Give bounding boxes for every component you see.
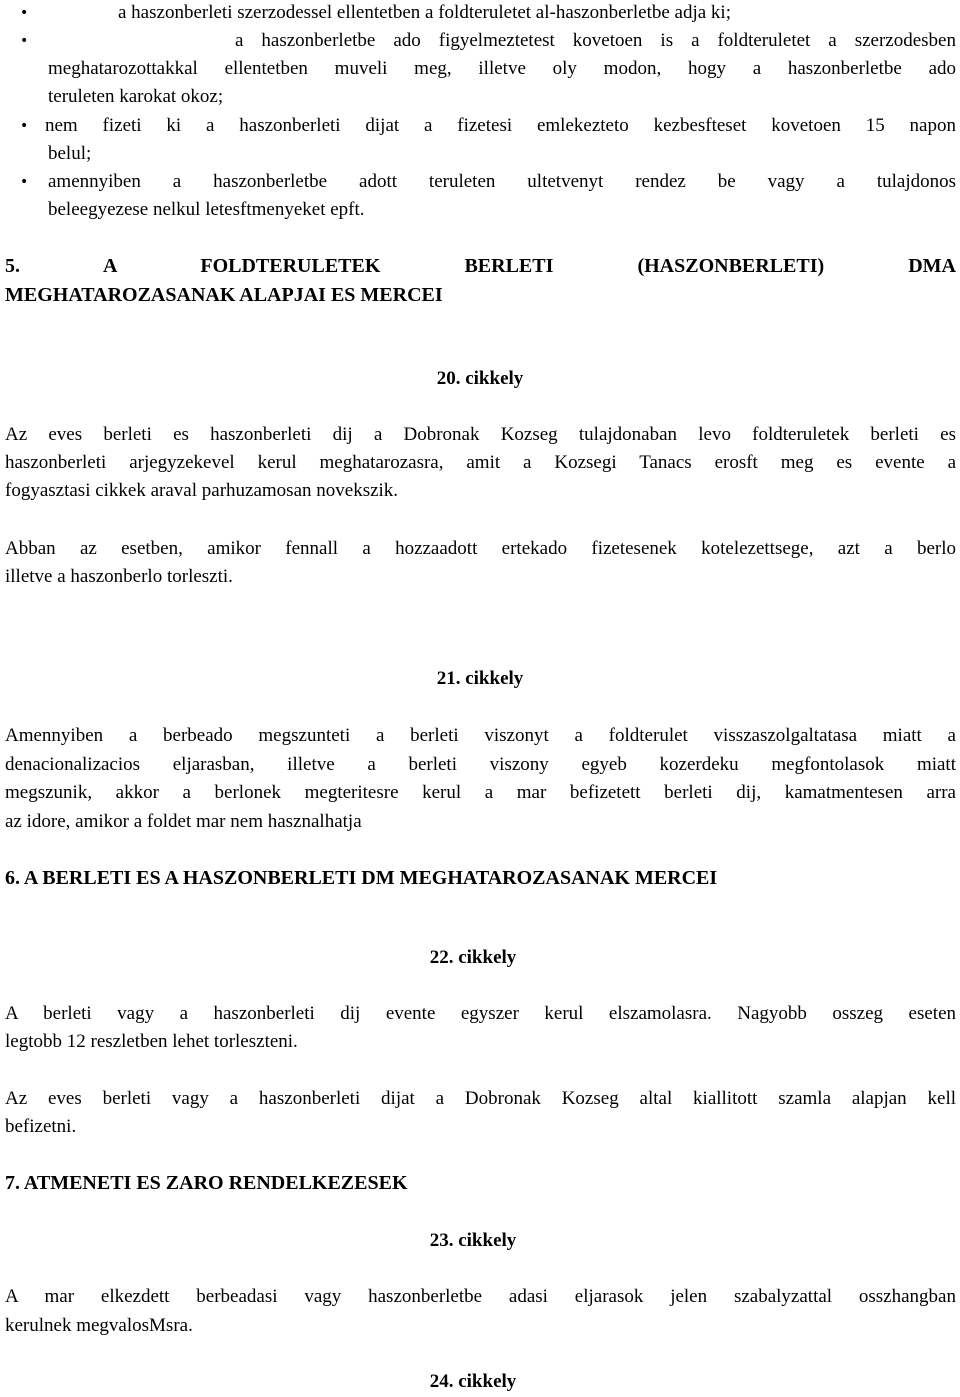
section-heading: 6. A BERLETI ES A HASZONBERLETI DM MEGHATAROZASANAK MERCEI xyxy=(5,867,718,889)
section-heading: 5. A FOLDTERULETEK BERLETI (HASZONBERLETI) DMA xyxy=(5,255,956,277)
paragraph-line: illetve a haszonberlo torleszti. xyxy=(5,566,233,587)
bullet-text-line: a haszonberleti szerzodessel ellentetben a foldteruletet al-haszonberletbe adja ki; xyxy=(118,2,731,23)
article-title: 20. cikkely xyxy=(436,368,524,389)
paragraph-line: Amennyiben a berbeado megszunteti a berleti viszonyt a foldterulet visszaszolgaltatasa miatt a xyxy=(5,725,956,746)
paragraph-line: Abban az esetben, amikor fennall a hozzaadott ertekado fizetesenek kotelezettsege, azt a berlo xyxy=(5,538,956,559)
section-heading: MEGHATAROZASANAK ALAPJAI ES MERCEI xyxy=(5,284,443,306)
paragraph-line: az idore, amikor a foldet mar nem hasznalhatja xyxy=(5,811,362,832)
bullet-text-line: nem fizeti ki a haszonberleti dijat a fizetesi emlekezteto kezbesfteset kovetoen 15 napon xyxy=(45,115,956,136)
paragraph-line: kerulnek megvalosMsra. xyxy=(5,1315,193,1336)
bullet-text-line: belul; xyxy=(48,143,92,164)
bullet-icon: • xyxy=(20,174,29,190)
paragraph-line: Az eves berleti es haszonberleti dij a Dobronak Kozseg tulajdonaban levo foldteruletek berleti es xyxy=(5,424,956,445)
bullet-text-line: beleegyezese nelkul letesftmenyeket epft. xyxy=(48,199,365,220)
bullet-icon: • xyxy=(20,33,29,49)
article-title: 22. cikkely xyxy=(429,947,517,968)
bullet-icon: • xyxy=(20,5,29,21)
paragraph-line: megszunik, akkor a berlonek megteritesre kerul a mar befizetett berleti dij, kamatmentesen arra xyxy=(5,782,956,803)
bullet-icon: • xyxy=(20,118,29,134)
paragraph-line: fogyasztasi cikkek araval parhuzamosan novekszik. xyxy=(5,480,399,501)
paragraph-line: befizetni. xyxy=(5,1116,77,1137)
paragraph-line: denacionalizacios eljarasban, illetve a berleti viszony egyeb kozerdeku megfontolasok miatt xyxy=(5,754,956,775)
paragraph-line: A berleti vagy a haszonberleti dij evente egyszer kerul elszamolasra. Nagyobb osszeg eseten xyxy=(5,1003,956,1024)
bullet-text-line: amennyiben a haszonberletbe adott teruleten ultetvenyt rendez be vagy a tulajdonos xyxy=(48,171,956,192)
article-title: 21. cikkely xyxy=(436,668,524,689)
bullet-text-line: a haszonberletbe ado figyelmeztetest kovetoen is a foldteruletet a szerzodesben xyxy=(235,30,956,51)
section-heading: 7. ATMENETI ES ZARO RENDELKEZESEK xyxy=(5,1172,408,1194)
article-title: 24. cikkely xyxy=(429,1371,517,1392)
bullet-text-line: meghatarozottakkal ellentetben muveli meg, illetve oly modon, hogy a haszonberletbe ado xyxy=(48,58,956,79)
paragraph-line: legtobb 12 reszletben lehet torleszteni. xyxy=(5,1031,298,1052)
paragraph-line: haszonberleti arjegyzekevel kerul meghatarozasra, amit a Kozsegi Tanacs erosft meg es evente a xyxy=(5,452,956,473)
bullet-text-line: teruleten karokat okoz; xyxy=(48,86,224,107)
article-title: 23. cikkely xyxy=(429,1230,517,1251)
paragraph-line: A mar elkezdett berbeadasi vagy haszonberletbe adasi eljarasok jelen szabalyzattal osszhangban xyxy=(5,1286,956,1307)
paragraph-line: Az eves berleti vagy a haszonberleti dijat a Dobronak Kozseg altal kiallitott szamla alapjan kell xyxy=(5,1088,956,1109)
